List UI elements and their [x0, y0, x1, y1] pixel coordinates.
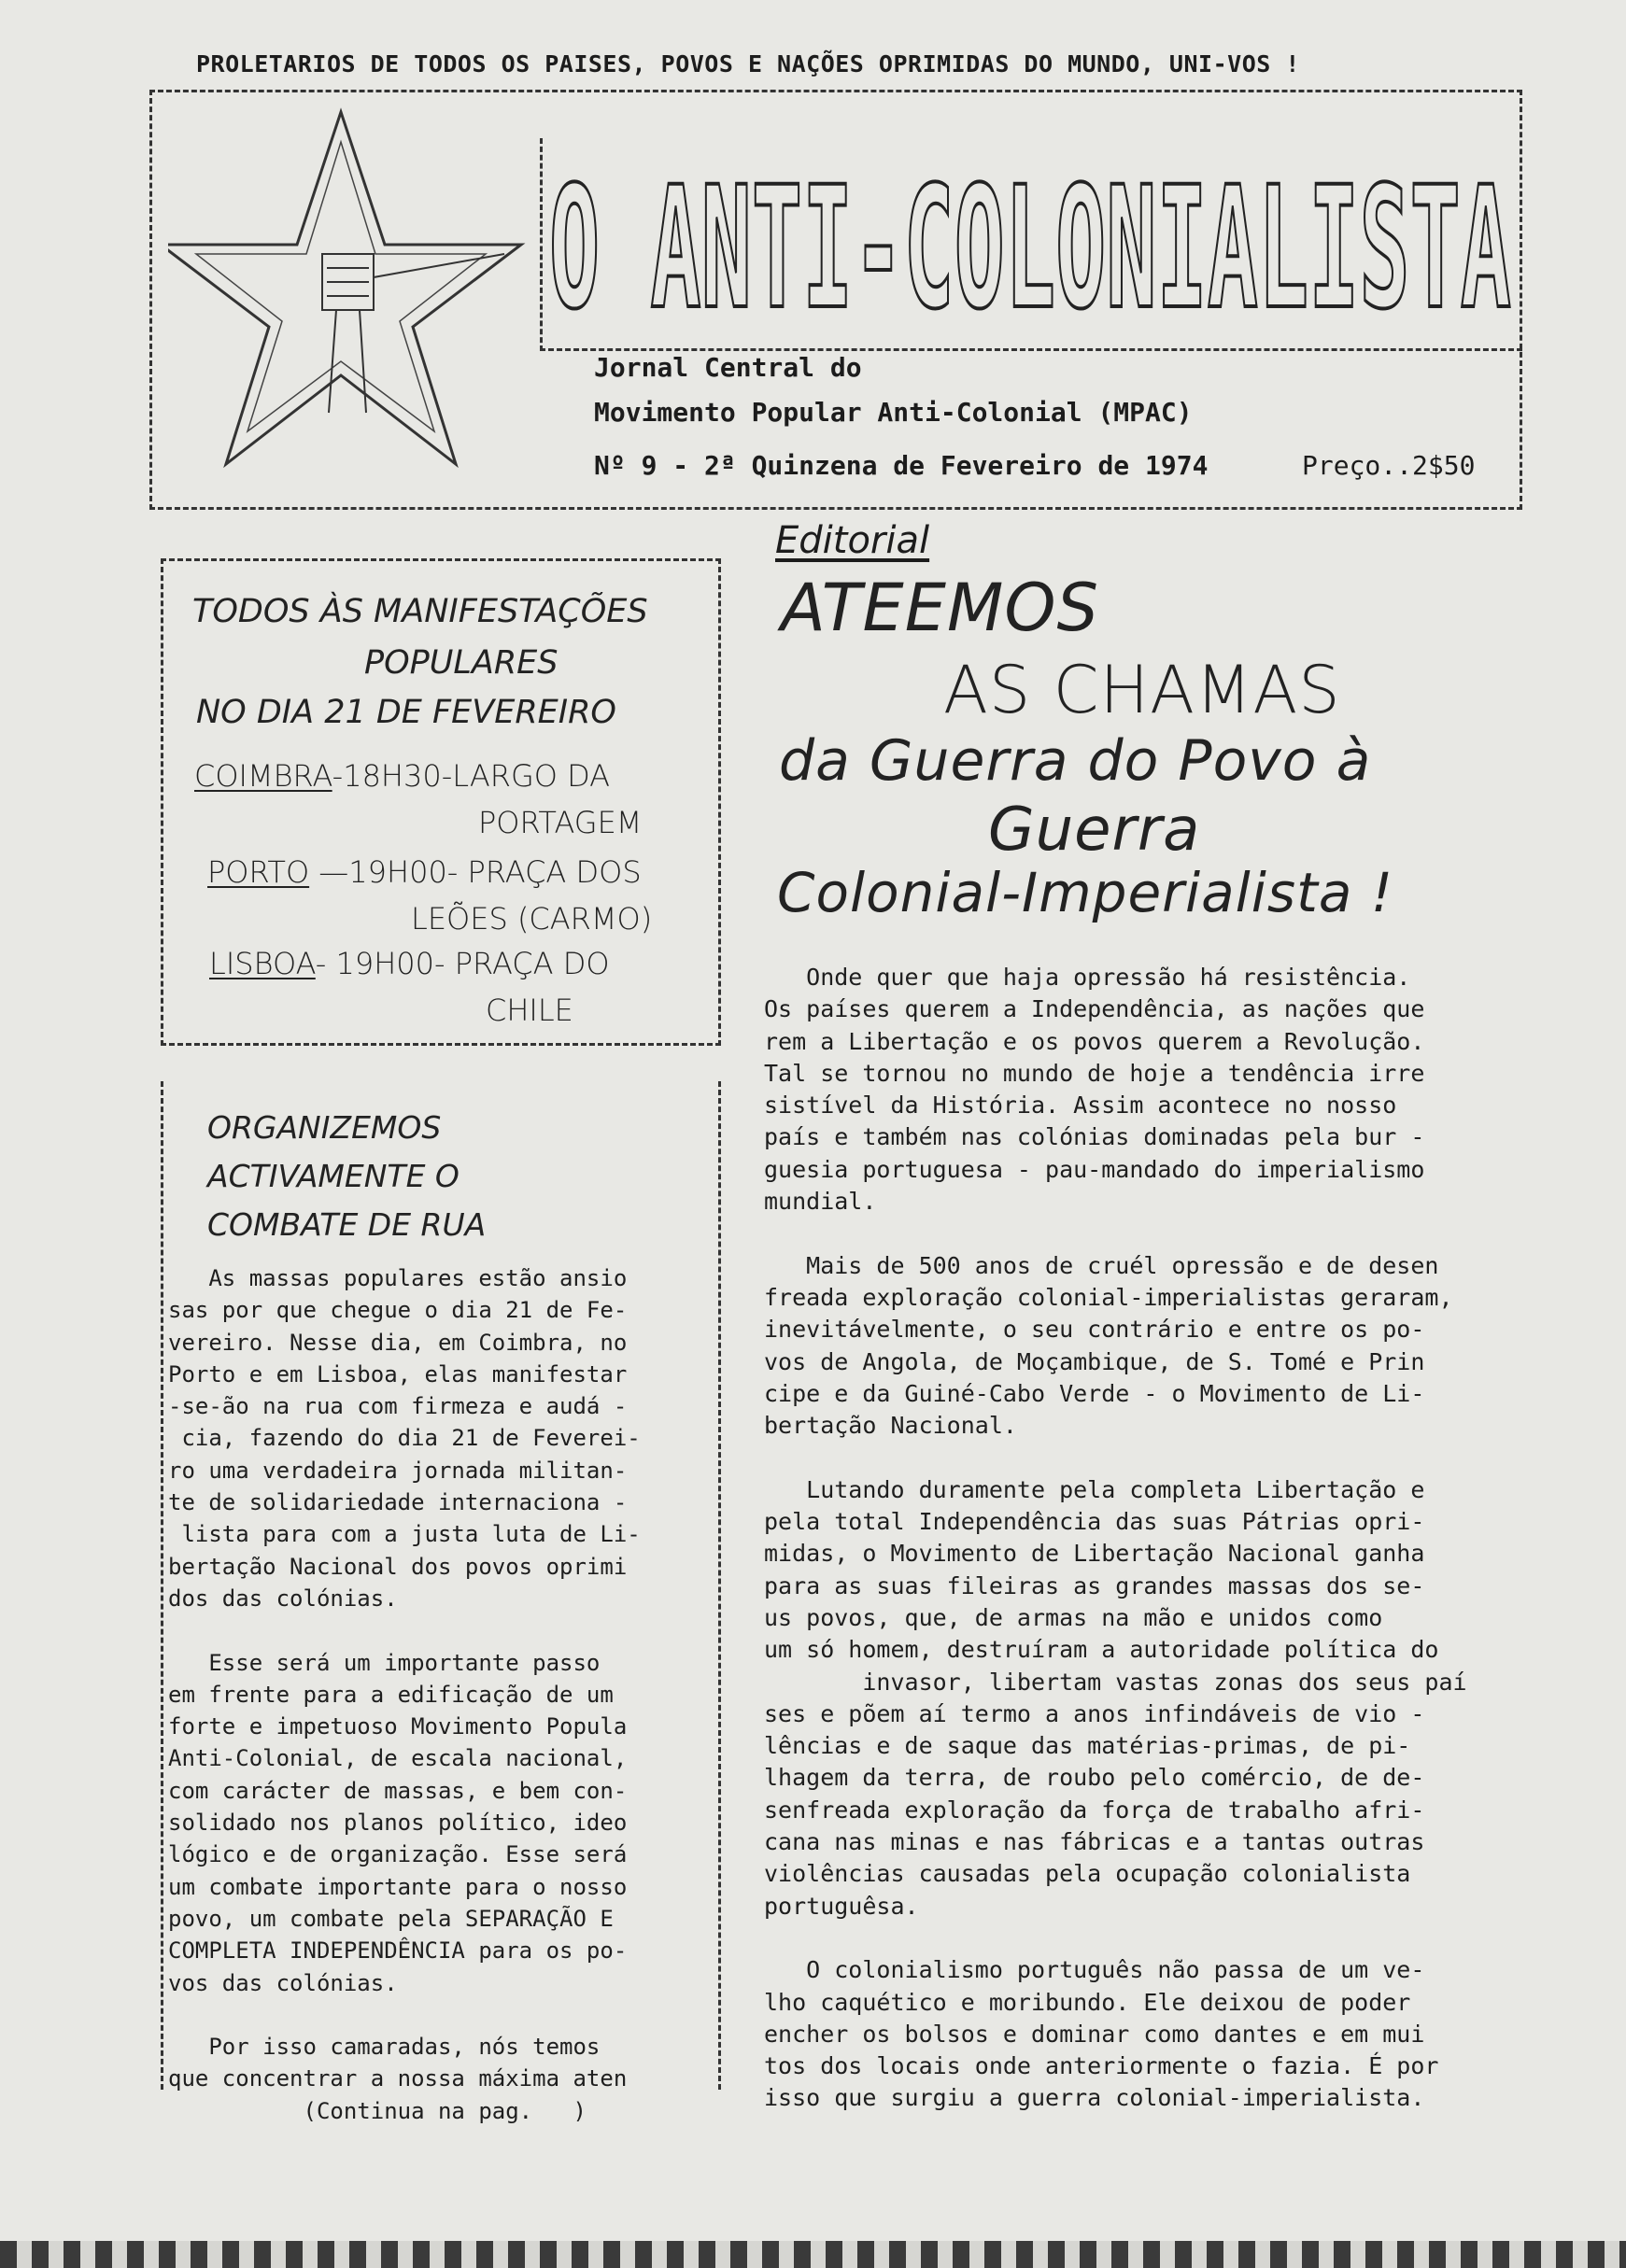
- event-porto-place: LEÕES (CARMO): [411, 901, 653, 937]
- editorial-line: inevitávelmente, o seu contrário e entre os po-: [764, 1316, 1425, 1344]
- left-article-line: povo, um combate pela SEPARAÇÃO E: [168, 1905, 614, 1932]
- left-article-line: (Continua na pag. ): [168, 2097, 587, 2124]
- editorial-line: cipe e da Guiné-Cabo Verde - o Movimento de Li-: [764, 1379, 1425, 1407]
- editorial-line: [764, 1442, 1539, 1473]
- left-article-line: um combate importante para o nosso: [168, 1873, 628, 1900]
- editorial-line: Os países querem a Independência, as nações que: [764, 995, 1425, 1023]
- left-article-line: vos das colónias.: [168, 1969, 398, 1996]
- headline-line-2: AS CHAMAS: [943, 652, 1341, 728]
- editorial-line: ses e põem aí termo a anos infindáveis de vio -: [764, 1699, 1425, 1727]
- headline-line-5: Colonial-Imperialista !: [777, 861, 1394, 924]
- masthead-subtitle-2: Movimento Popular Anti-Colonial (MPAC): [594, 397, 1193, 428]
- editorial-line: rem a Libertação e os povos querem a Revolução.: [764, 1027, 1425, 1055]
- left-article-heading-1: ORGANIZEMOS: [207, 1109, 442, 1146]
- editorial-label: Editorial: [775, 519, 930, 562]
- newspaper-title: [540, 138, 1522, 351]
- headline-line-3: da Guerra do Povo à: [779, 728, 1372, 794]
- editorial-line: guesia portuguesa - pau-mandado do imperialismo: [764, 1155, 1425, 1183]
- editorial-line: [764, 1923, 1539, 1954]
- editorial-line: mundial.: [764, 1188, 877, 1216]
- left-article-heading-3: COMBATE DE RUA: [207, 1206, 487, 1243]
- event-porto: [207, 854, 642, 890]
- left-article-line: COMPLETA INDEPENDÊNCIA para os po-: [168, 1937, 628, 1965]
- left-article-line: [168, 1999, 728, 2031]
- notice-line-3: NO DIA 21 DE FEVEREIRO: [196, 694, 616, 731]
- left-article-line: ro uma verdadeira jornada militan-: [168, 1457, 628, 1484]
- notice-line-2: POPULARES: [364, 644, 558, 682]
- left-article-line: cia, fazendo do dia 21 de Feverei-: [168, 1425, 641, 1452]
- editorial-line: vos de Angola, de Moçambique, de S. Tomé e Prin: [764, 1347, 1425, 1375]
- editorial-line: invasor, libertam vastas zonas dos seus paí: [764, 1668, 1467, 1696]
- editorial-line: senfreada exploração da força de trabalho afri-: [764, 1796, 1425, 1824]
- event-time-place: - 19H00- PRAÇA DO: [315, 946, 610, 981]
- left-article-line: em frente para a edificação de um: [168, 1681, 614, 1708]
- editorial-line: lho caquético e moribundo. Ele deixou de poder: [764, 1988, 1411, 2016]
- left-article-line: dos das colónias.: [168, 1585, 398, 1612]
- editorial-body: [764, 962, 1539, 2115]
- event-city: PORTO: [207, 854, 310, 890]
- editorial-line: portuguêsa.: [764, 1892, 919, 1920]
- left-article-line: forte e impetuoso Movimento Popula: [168, 1713, 628, 1740]
- masthead-motto: PROLETARIOS DE TODOS OS PAISES, POVOS E NAÇÕES OPRIMIDAS DO MUNDO, UNI-VOS !: [196, 50, 1300, 77]
- left-article-line: -se-ão na rua com firmeza e audá -: [168, 1393, 628, 1420]
- editorial-line: bertação Nacional.: [764, 1412, 1017, 1440]
- left-article-line: com carácter de massas, e bem con-: [168, 1777, 628, 1804]
- left-article-line: Esse será um importante passo: [168, 1649, 601, 1676]
- editorial-line: freada exploração colonial-imperialistas geraram,: [764, 1283, 1453, 1311]
- editorial-line: tos dos locais onde anteriormente o fazia. É por: [764, 2052, 1439, 2080]
- event-city: LISBOA: [209, 946, 316, 981]
- left-article-line: lógico e de organização. Esse será: [168, 1841, 628, 1868]
- editorial-line: um só homem, destruíram a autoridade política do: [764, 1636, 1439, 1664]
- left-article-line: te de solidariedade internaciona -: [168, 1489, 628, 1516]
- event-coimbra: [194, 758, 610, 794]
- left-article-line: Porto e em Lisboa, elas manifestar: [168, 1360, 628, 1388]
- editorial-line: pela total Independência das suas Pátrias opri-: [764, 1508, 1425, 1536]
- editorial-line: para as suas fileiras as grandes massas dos se-: [764, 1571, 1425, 1599]
- headline-line-1: ATEEMOS: [781, 570, 1099, 646]
- event-time-place: -18H30-LARGO DA: [332, 758, 611, 794]
- masthead-subtitle-1: Jornal Central do: [594, 352, 862, 383]
- editorial-line: O colonialismo português não passa de um ve-: [764, 1956, 1425, 1984]
- left-article-line: que concentrar a nossa máxima aten: [168, 2065, 628, 2092]
- event-time-place: —19H00- PRAÇA DOS: [309, 854, 642, 890]
- film-edge: [0, 2241, 1626, 2268]
- headline-line-4: Guerra: [988, 796, 1201, 865]
- editorial-line: lências e de saque das matérias-primas, de pi-: [764, 1732, 1411, 1760]
- price-label: Preço..2$50: [1302, 450, 1476, 481]
- left-article-line: solidado nos planos político, ideo: [168, 1810, 628, 1837]
- title-text: O ANTI-COLONIALISTA: [549, 151, 1511, 346]
- left-article-heading-2: ACTIVAMENTE O: [207, 1158, 460, 1194]
- editorial-line: Mais de 500 anos de cruél opressão e de desen: [764, 1251, 1439, 1279]
- star-fist-emblem: [168, 105, 532, 478]
- editorial-line: Lutando duramente pela completa Libertação e: [764, 1475, 1425, 1503]
- editorial-line: isso que surgiu a guerra colonial-imperialista.: [764, 2084, 1425, 2112]
- left-article-line: As massas populares estão ansio: [168, 1265, 628, 1291]
- editorial-line: Onde quer que haja opressão há resistência.: [764, 964, 1411, 991]
- event-lisboa: [209, 946, 610, 981]
- left-article-line: lista para com a justa luta de Li-: [168, 1521, 641, 1548]
- notice-line-1: TODOS ÀS MANIFESTAÇÕES: [192, 593, 648, 630]
- editorial-line: Tal se tornou no mundo de hoje a tendência irre: [764, 1059, 1425, 1087]
- editorial-line: us povos, que, de armas na mão e unidos como: [764, 1603, 1383, 1631]
- editorial-line: país e também nas colónias dominadas pela bur -: [764, 1123, 1425, 1151]
- left-article-line: vereiro. Nesse dia, em Coimbra, no: [168, 1329, 628, 1356]
- left-article-line: sas por que chegue o dia 21 de Fe-: [168, 1297, 628, 1324]
- editorial-line: [764, 1218, 1539, 1249]
- event-coimbra-place: PORTAGEM: [478, 805, 643, 840]
- editorial-line: sistível da História. Assim acontece no nosso: [764, 1092, 1397, 1120]
- editorial-line: lhagem da terra, de roubo pelo comércio, de de-: [764, 1764, 1425, 1792]
- event-lisboa-place: CHILE: [486, 993, 573, 1028]
- editorial-line: cana nas minas e nas fábricas e a tantas outras: [764, 1828, 1425, 1856]
- left-article-line: Por isso camaradas, nós temos: [168, 2034, 601, 2061]
- editorial-line: violências causadas pela ocupação colonialista: [764, 1860, 1411, 1888]
- left-article-line: Anti-Colonial, de escala nacional,: [168, 1745, 628, 1772]
- event-city: COIMBRA: [194, 758, 332, 794]
- issue-info: Nº 9 - 2ª Quinzena de Fevereiro de 1974: [594, 450, 1209, 481]
- editorial-line: encher os bolsos e dominar como dantes e em mui: [764, 2020, 1425, 2048]
- editorial-line: midas, o Movimento de Libertação Nacional ganha: [764, 1540, 1425, 1568]
- left-article-body: [168, 1262, 728, 2127]
- left-article-line: [168, 1614, 728, 1646]
- left-article-line: bertação Nacional dos povos oprimi: [168, 1553, 628, 1580]
